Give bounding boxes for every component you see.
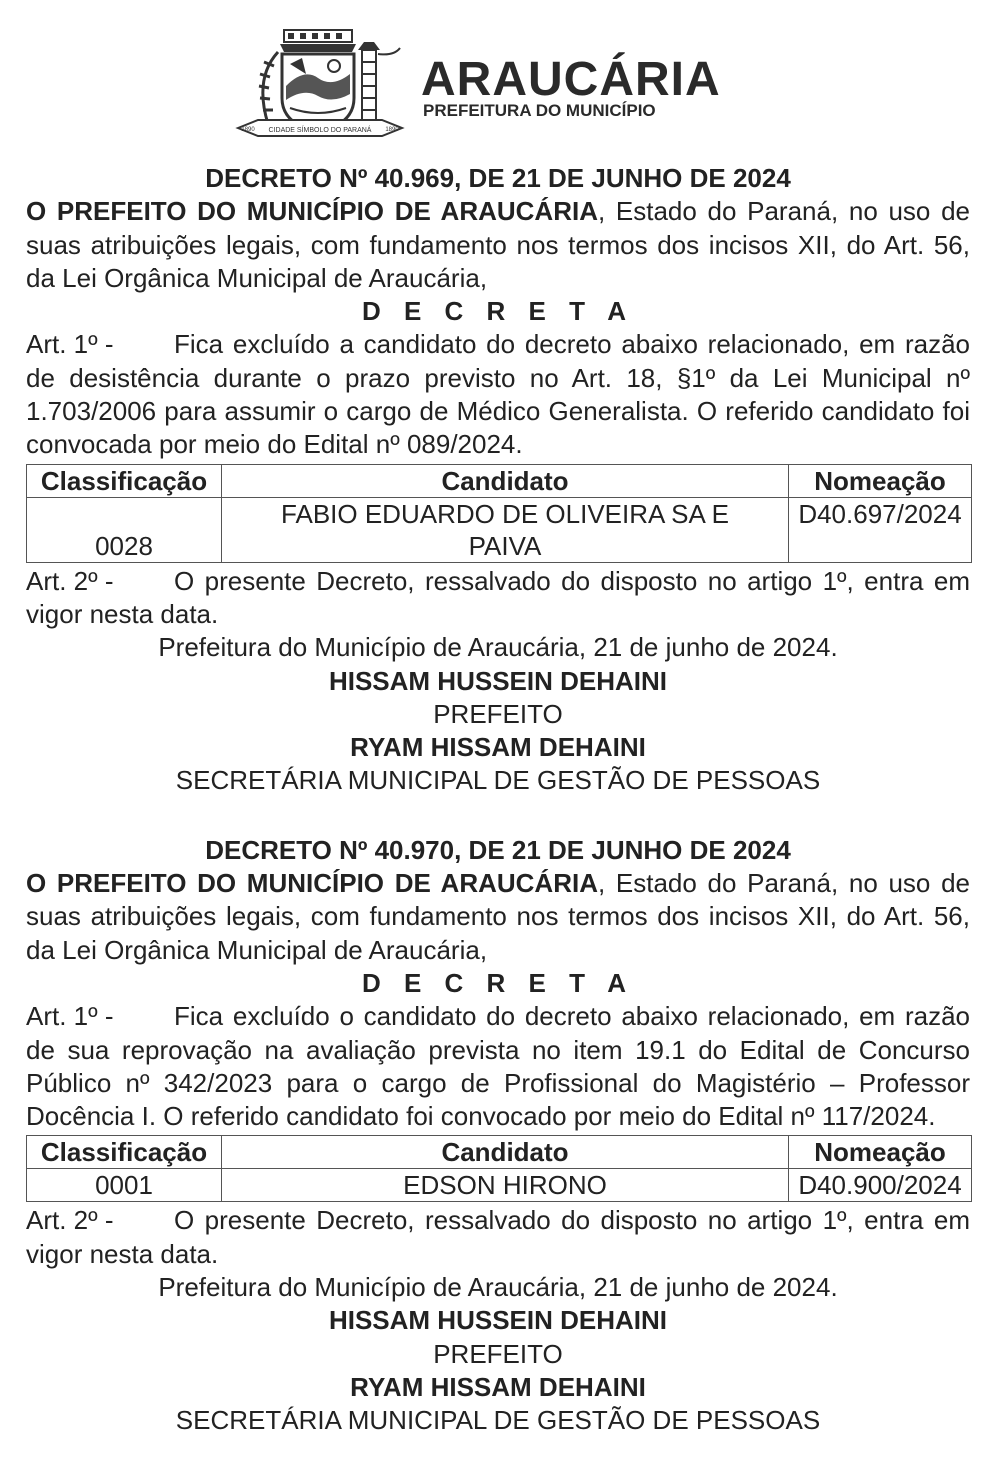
cell-candidato: EDSON HIRONO [222, 1169, 789, 1202]
article-1 [26, 1000, 970, 1133]
brand-name: ARAUCÁRIA [421, 53, 721, 106]
article-2-text: O presente Decreto, ressalvado do disposto no artigo 1º, entra em vigor nesta data. [26, 565, 970, 629]
article-1-text: Fica excluído a candidato do decreto abaixo relacionado, em razão de desistência durante o prazo previsto no Art. 18, §1º da Lei Municipal nº 1.703/2006 para assumir o cargo de Médico Generalista. O referido candidato foi convocada por meio do Edital nº 089/2024. [26, 329, 970, 460]
article-2-text: O presente Decreto, ressalvado do disposto no artigo 1º, entra em vigor nesta data. [26, 1205, 970, 1269]
article-2 [26, 565, 970, 632]
decree-title: DECRETO Nº 40.969, DE 21 DE JUNHO DE 2024 [205, 163, 791, 193]
header-nomeacao: Nomeação [789, 464, 972, 497]
brand-block [421, 53, 721, 120]
cell-nomeacao: D40.697/2024 [789, 497, 972, 562]
decree-2 [26, 834, 970, 1438]
article-1-label: Art. 1º - [26, 329, 114, 360]
cell-nomeacao: D40.900/2024 [789, 1169, 972, 1202]
brand-subtitle: PREFEITURA DO MUNICÍPIO [423, 101, 656, 120]
table-row [27, 1169, 972, 1202]
header-candidato: Candidato [222, 464, 789, 497]
table-row [27, 497, 972, 562]
header-nomeacao: Nomeação [789, 1136, 972, 1169]
decreta-heading: D E C R E T A [361, 967, 635, 998]
preamble-authority: O PREFEITO DO MUNICÍPIO DE ARAUCÁRIA [26, 868, 598, 899]
crest-motto: CIDADE SÍMBOLO DO PARANÁ [268, 127, 372, 134]
place-date: Prefeitura do Município de Araucária, 21 de junho de 2024. [158, 1272, 838, 1303]
signer-2-name: RYAM HISSAM DEHAINI [350, 732, 646, 763]
crest-year-left: 1890 [241, 127, 255, 133]
decree-1 [26, 162, 970, 798]
crest-year-right: 1890 [385, 127, 399, 133]
decree-preamble [26, 195, 970, 295]
signer-2-name: RYAM HISSAM DEHAINI [350, 1371, 646, 1402]
signer-2-role: SECRETÁRIA MUNICIPAL DE GESTÃO DE PESSOAS [175, 1405, 821, 1436]
article-2-label: Art. 2º - [26, 1205, 114, 1236]
decree-title: DECRETO Nº 40.970, DE 21 DE JUNHO DE 2024 [205, 834, 791, 865]
header-candidato: Candidato [222, 1136, 789, 1169]
cell-classificacao: 0028 [27, 497, 222, 562]
article-1-text: Fica excluído o candidato do decreto abaixo relacionado, em razão de sua reprovação na avaliação prevista no item 19.1 do Edital de Concurso Público nº 342/2023 para o cargo de Profissional do Magistério – Professor Docência I. O referido candidato foi convocado por meio do Edital nº 117/2024. [26, 1001, 970, 1132]
article-1-label: Art. 1º - [26, 1001, 114, 1032]
article-1 [26, 328, 970, 461]
decreta-heading: D E C R E T A [361, 296, 635, 327]
cell-candidato: FABIO EDUARDO DE OLIVEIRA SA E PAIVA [222, 497, 789, 562]
decree-preamble [26, 867, 970, 967]
header-classificacao: Classificação [27, 1136, 222, 1169]
preamble-authority: O PREFEITO DO MUNICÍPIO DE ARAUCÁRIA [26, 196, 598, 227]
letterhead [26, 28, 970, 146]
table-header-row [27, 1136, 972, 1169]
signer-1-name: HISSAM HUSSEIN DEHAINI [328, 1305, 668, 1336]
preamble-text: , Estado do Paraná, no uso de suas atribuições legais, com fundamento nos termos dos incisos XII, do Art. 56, da Lei Orgânica Municipal de Araucária, [26, 196, 970, 293]
article-2 [26, 1204, 970, 1271]
place-date: Prefeitura do Município de Araucária, 21 de junho de 2024. [158, 632, 838, 663]
document-page [26, 28, 970, 1438]
cell-classificacao: 0001 [27, 1169, 222, 1202]
header-classificacao: Classificação [27, 464, 222, 497]
table-header-row [27, 464, 972, 497]
article-2-label: Art. 2º - [26, 565, 114, 596]
municipal-crest-logo [234, 28, 406, 142]
signer-1-role: PREFEITO [433, 1338, 563, 1369]
candidate-table [26, 1135, 972, 1202]
candidate-table [26, 464, 972, 563]
signer-2-role: SECRETÁRIA MUNICIPAL DE GESTÃO DE PESSOAS [175, 765, 821, 796]
preamble-text: , Estado do Paraná, no uso de suas atribuições legais, com fundamento nos termos dos incisos XII, do Art. 56, da Lei Orgânica Municipal de Araucária, [26, 868, 970, 965]
signer-1-name: HISSAM HUSSEIN DEHAINI [328, 665, 668, 696]
signer-1-role: PREFEITO [433, 698, 563, 729]
